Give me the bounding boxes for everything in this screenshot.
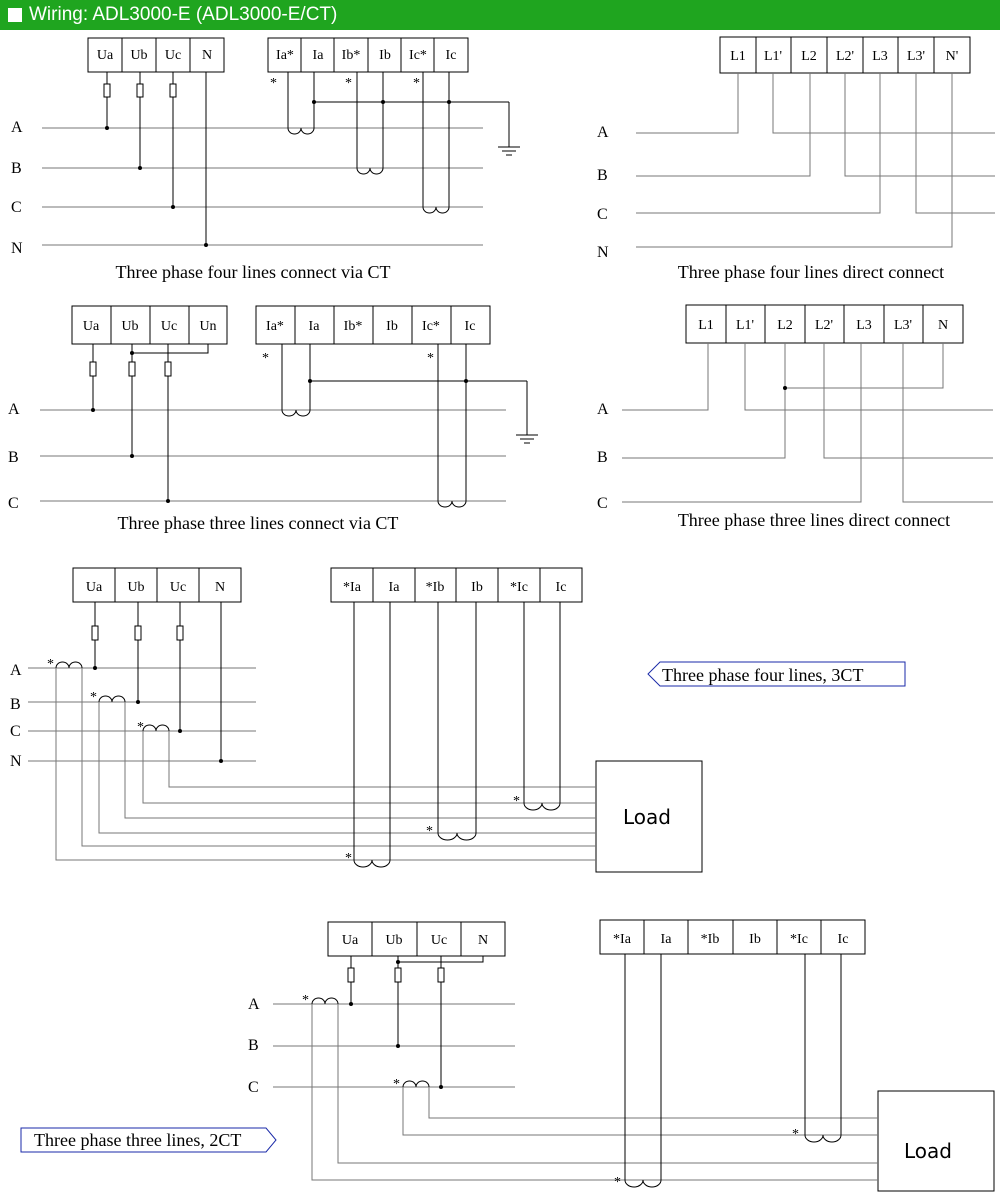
diagram-3p4l-ct (11, 38, 520, 282)
terminal-l3-out: L3' (893, 318, 913, 333)
terminal-ib-star: Ib* (343, 319, 363, 334)
terminal-ua: Ua (96, 48, 114, 63)
phase-b-label: B (8, 449, 19, 466)
caption-3p3l-direct: Three phase three lines direct connect (677, 510, 951, 530)
ct-polarity-mark: * (90, 690, 97, 705)
terminal-ib: Ib (749, 932, 761, 947)
terminal-n-out: N' (945, 49, 959, 64)
terminal-ib: Ib (379, 48, 391, 63)
terminal-uc: Uc (160, 319, 178, 334)
terminal-n: N (477, 933, 489, 948)
terminal-ub: Ub (385, 933, 403, 948)
phase-b-label: B (10, 696, 21, 713)
page-title: Wiring: ADL3000-E (ADL3000-E/CT) (29, 4, 338, 25)
phase-a-label: A (11, 119, 23, 136)
ct-polarity-mark: * (413, 76, 420, 91)
phase-c-label: C (11, 199, 22, 216)
terminal-ia-star: *Ia (613, 932, 631, 947)
terminal-ia-star: Ia* (266, 319, 284, 334)
terminal-l1-out: L1' (735, 318, 755, 333)
phase-c-label: C (248, 1079, 259, 1096)
ct-polarity-mark: * (137, 720, 144, 735)
diagram-3p3l-2ct (21, 920, 994, 1191)
ct-polarity-mark: * (427, 351, 434, 366)
terminal-ub: Ub (121, 319, 139, 334)
terminal-ia: Ia (660, 932, 672, 947)
caption-3p4l-ct: Three phase four lines connect via CT (115, 262, 391, 282)
phase-b-label: B (597, 167, 608, 184)
terminal-ia-star: Ia* (276, 48, 294, 63)
ct-polarity-mark: * (270, 76, 277, 91)
terminal-l3: L3 (872, 49, 888, 64)
caption-3p3l-2ct: Three phase three lines, 2CT (34, 1130, 242, 1150)
ct-polarity-mark: * (513, 794, 520, 809)
diagram-3p3l-ct (8, 306, 538, 533)
phase-a-label: A (248, 996, 260, 1013)
terminal-uc: Uc (430, 933, 448, 948)
terminal-l2-out: L2' (814, 318, 834, 333)
caption-3p4l-direct: Three phase four lines direct connect (677, 262, 945, 282)
caption-3p3l-ct: Three phase three lines connect via CT (117, 513, 399, 533)
header-bar (0, 0, 1000, 30)
ct-polarity-mark: * (393, 1077, 400, 1092)
terminal-l2: L2 (801, 49, 817, 64)
terminal-ub: Ub (130, 48, 148, 63)
phase-c-label: C (8, 495, 19, 512)
terminal-l1-out: L1' (763, 49, 783, 64)
terminal-l2: L2 (777, 318, 793, 333)
phase-c-label: C (597, 206, 608, 223)
wiring-diagrams (0, 30, 1000, 1200)
phase-a-label: A (8, 401, 20, 418)
terminal-ub: Ub (127, 580, 145, 595)
terminal-ib: Ib (471, 580, 483, 595)
terminal-l3: L3 (856, 318, 872, 333)
diagram-3p3l-direct (597, 305, 993, 530)
phase-n-label: N (597, 244, 609, 261)
terminal-l3-out: L3' (906, 49, 926, 64)
terminal-ib-star: Ib* (341, 48, 361, 63)
phase-a-label: A (10, 662, 22, 679)
terminal-n: N (201, 48, 213, 63)
terminal-ic: Ic (445, 48, 457, 63)
diagram-3p4l-3ct (10, 568, 905, 872)
phase-a-label: A (597, 124, 609, 141)
terminal-ua: Ua (341, 933, 359, 948)
phase-n-label: N (10, 753, 22, 770)
terminal-un: Un (199, 319, 217, 334)
load-label: Load (623, 805, 671, 829)
terminal-l1: L1 (730, 49, 746, 64)
phase-b-label: B (597, 449, 608, 466)
terminal-ic-star: *Ic (510, 580, 528, 595)
terminal-ic: Ic (555, 580, 567, 595)
terminal-ib-star: *Ib (425, 580, 445, 595)
terminal-n: N (937, 318, 949, 333)
terminal-uc: Uc (169, 580, 187, 595)
phase-b-label: B (248, 1037, 259, 1054)
terminal-ia: Ia (308, 319, 320, 334)
terminal-uc: Uc (164, 48, 182, 63)
ct-polarity-mark: * (345, 851, 352, 866)
ct-polarity-mark: * (792, 1127, 799, 1142)
terminal-ia: Ia (312, 48, 324, 63)
ct-polarity-mark: * (345, 76, 352, 91)
terminal-ia-star: *Ia (343, 580, 361, 595)
terminal-ib-star: *Ib (700, 932, 720, 947)
phase-a-label: A (597, 401, 609, 418)
ct-polarity-mark: * (262, 351, 269, 366)
terminal-l1: L1 (698, 318, 714, 333)
ct-polarity-mark: * (302, 993, 309, 1008)
terminal-ua: Ua (82, 319, 100, 334)
phase-n-label: N (11, 240, 23, 257)
terminal-ua: Ua (85, 580, 103, 595)
terminal-ia: Ia (388, 580, 400, 595)
terminal-l2-out: L2' (835, 49, 855, 64)
load-label: Load (904, 1139, 952, 1163)
ct-polarity-mark: * (47, 657, 54, 672)
phase-c-label: C (10, 723, 21, 740)
terminal-ic-star: Ic* (409, 48, 427, 63)
phase-c-label: C (597, 495, 608, 512)
terminal-n: N (214, 580, 226, 595)
phase-b-label: B (11, 160, 22, 177)
terminal-ic-star: Ic* (422, 319, 440, 334)
terminal-ic: Ic (464, 319, 476, 334)
terminal-ic-star: *Ic (790, 932, 808, 947)
terminal-ib: Ib (386, 319, 398, 334)
caption-3p4l-3ct: Three phase four lines, 3CT (662, 665, 864, 685)
ct-polarity-mark: * (426, 824, 433, 839)
square-bullet-icon (8, 8, 22, 22)
terminal-ic: Ic (837, 932, 849, 947)
diagram-3p4l-direct (597, 37, 995, 282)
ct-polarity-mark: * (614, 1175, 621, 1190)
